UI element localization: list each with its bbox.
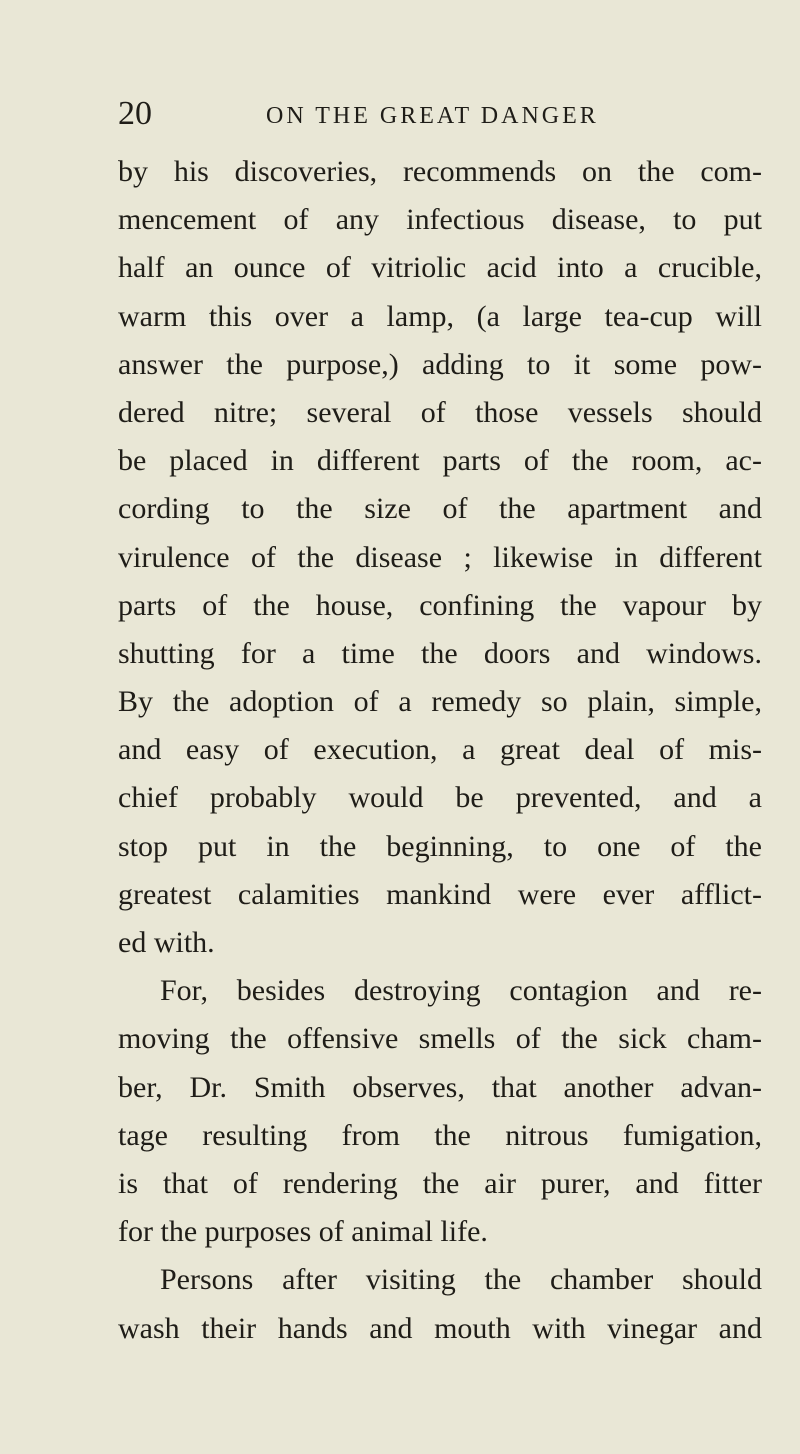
text-line: dered nitre; several of those vessels should: [118, 395, 762, 429]
text-line: and easy of execution, a great deal of mis-: [118, 733, 762, 767]
text-line: moving the offensive smells of the sick cham-: [118, 1022, 762, 1056]
text-line: ed with.: [118, 926, 215, 959]
page-header: [118, 94, 768, 138]
text-line: be placed in different parts of the room, ac-: [118, 444, 762, 478]
text-line: for the purposes of animal life.: [118, 1215, 488, 1249]
text-line: By the adoption of a remedy so plain, simple,: [118, 685, 762, 719]
text-line: For, besides destroying contagion and re-: [160, 974, 762, 1008]
text-line: is that of rendering the air purer, and fitter: [118, 1166, 762, 1200]
text-line: stop put in the beginning, to one of the: [118, 829, 762, 863]
text-line: parts of the house, confining the vapour by: [118, 588, 762, 622]
text-line: mencement of any infectious disease, to put: [118, 203, 762, 237]
text-line: tage resulting from the nitrous fumigation,: [118, 1118, 762, 1152]
text-line: ber, Dr. Smith observes, that another advan-: [118, 1070, 762, 1104]
body-text: [118, 148, 762, 1353]
text-line: warm this over a lamp, (a large tea-cup will: [118, 299, 762, 333]
text-line: half an ounce of vitriolic acid into a crucible,: [118, 251, 762, 285]
text-line: virulence of the disease ; likewise in different: [118, 540, 762, 574]
page-number: 20: [118, 95, 152, 132]
text-line: cording to the size of the apartment and: [118, 492, 762, 526]
text-line: by his discoveries, recommends on the com-: [118, 155, 762, 188]
text-line: greatest calamities mankind were ever afflict-: [118, 877, 762, 911]
text-line: Persons after visiting the chamber should: [160, 1263, 762, 1297]
text-line: answer the purpose,) adding to it some pow-: [118, 347, 762, 381]
running-head: ON THE GREAT DANGER: [266, 103, 599, 129]
text-line: wash their hands and mouth with vinegar and: [118, 1311, 762, 1345]
text-line: shutting for a time the doors and windows.: [118, 636, 762, 670]
text-line: chief probably would be prevented, and a: [118, 781, 762, 815]
